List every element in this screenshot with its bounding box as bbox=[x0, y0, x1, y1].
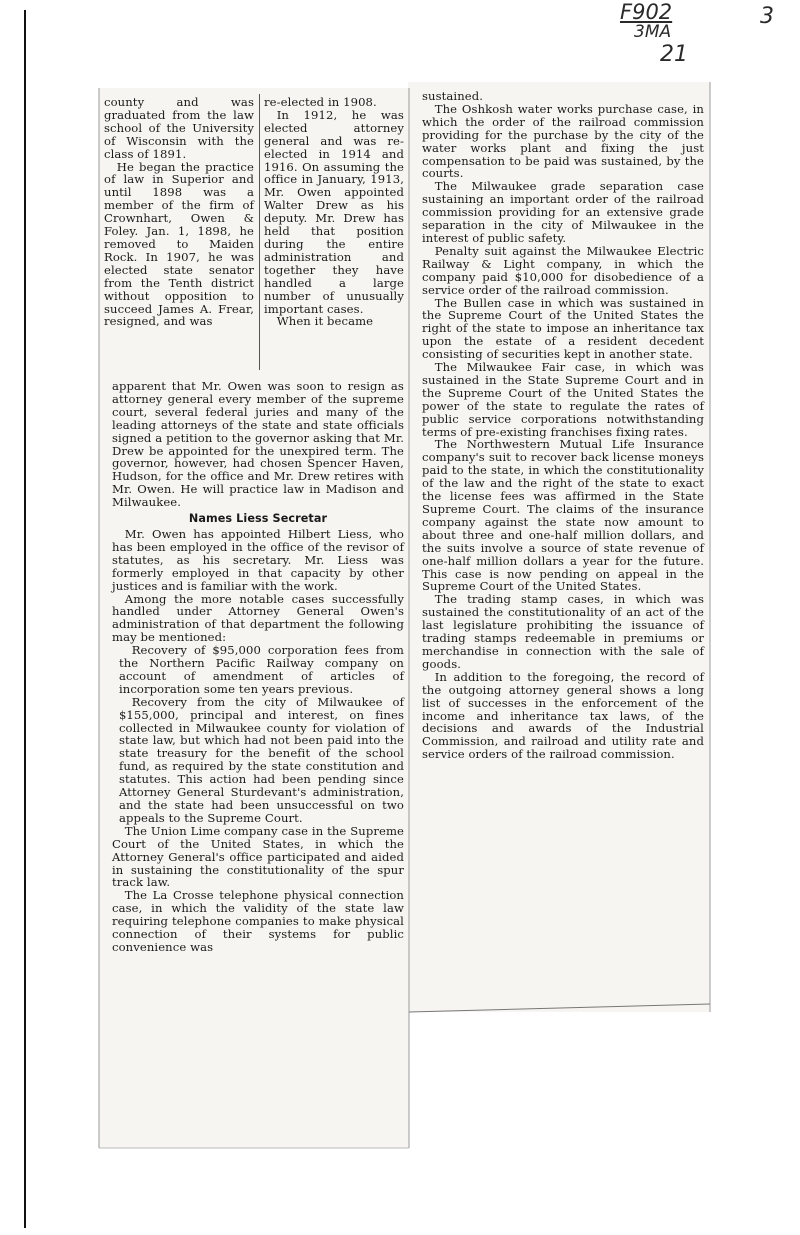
paragraph: The Northwestern Mutual Life Insurance company's suit to recover back license moneys paid to the state, in which the constitutionality of the law and the right of the state to exact the license fees was affirmed in the State Supreme Court. The claims of the insurance company against the state now amount to about three and one-half million dollars, and the suits involve a source of state revenue of one-half million dollars a year for the future. This case is now pending on appeal in the Supreme Court of the United States. bbox=[422, 437, 704, 594]
paragraph: Mr. Owen has appointed Hilbert Liess, who has been employed in the office of the revisor of statutes, as his secretary. Mr. Liess was formerly employed in that capacity by other justices and is familiar with the work. bbox=[112, 526, 404, 593]
paragraph: The Bullen case in which was sustained in the Supreme Court of the United States the right of the state to impose an inheritance tax upon the estate of a resident decedent consisting of securities kept in another state. bbox=[422, 295, 704, 362]
archive-code-f902: F902 bbox=[620, 0, 673, 24]
paragraph: The Oshkosh water works purchase case, in which the order of the railroad commission providing for the purchase by the city of the water works plant and fixing the just compensation to be paid was sustained, by the courts. bbox=[422, 101, 704, 181]
paragraph: Penalty suit against the Milwaukee Electric Railway & Light company, in which the company paid $10,000 for disobedience of a service order of the railroad commission. bbox=[422, 243, 704, 297]
paragraph: Recovery of $95,000 corporation fees from the Northern Pacific Railway company on account of amendment of articles of incorporation some ten years previous. bbox=[118, 643, 404, 696]
paragraph: apparent that Mr. Owen was soon to resign as attorney general every member of the supreme court, several federal juries and many of the leading attorneys of the state and state officials signed a petition to the governor asking that Mr. Drew be appointed for the unexpired term. The governor, however, had chosen Spencer Haven, Hudson, for the office and Mr. Drew retires with Mr. Owen. He will practice law in Madison and Milwaukee. bbox=[112, 379, 404, 510]
paragraph: In 1912, he was elected attorney general and was re-elected in 1914 and 1916. On assuming the office in January, 1913, Mr. Owen appointed Walter Drew as his deputy. Mr. Drew has held that position during the entire administration and together they have handled a large number of unusually important cases. bbox=[264, 107, 404, 316]
paragraph: He began the practice of law in Superior and until 1898 was a member of the firm of Crownhart, Owen & Foley. Jan. 1, 1898, he removed to Maiden Rock. In 1907, he was elected state senator from the Tenth district without opposition to succeed James A. Frear, resigned, and was bbox=[104, 159, 254, 329]
paragraph: county and was graduated from the law school of the University of Wisconsin with the class of 1891. bbox=[104, 95, 254, 161]
column-left-narrow-b bbox=[264, 96, 404, 328]
archive-code-3ma: 3MA bbox=[634, 22, 672, 42]
column-left-narrow-a bbox=[104, 96, 254, 328]
paragraph: When it became bbox=[276, 314, 374, 329]
archive-code-21: 21 bbox=[660, 42, 688, 67]
column-left-main bbox=[112, 380, 404, 954]
column-divider bbox=[259, 94, 260, 370]
page-number-mark: 3 bbox=[760, 4, 774, 29]
paragraph: The Milwaukee grade separation case sustaining an important order of the railroad commission providing for an extensive grade separation in the city of Milwaukee in the interest of public safety. bbox=[422, 179, 704, 245]
paragraph: The Union Lime company case in the Supreme Court of the United States, in which the Attorney General's office participated and aided in sustaining the constitutionality of the spur track law. bbox=[112, 823, 404, 890]
paragraph: Recovery from the city of Milwaukee of $155,000, principal and interest, on fines collected in Milwaukee county for violation of state law, but which had not been paid into the state treasury for the benefit of the school fund, as required by the state constitution and statutes. This action had been pending since Attorney General Sturdevant's administration, and the state had been unsuccessful on two appeals to the Supreme Court. bbox=[118, 694, 404, 825]
subheading: Names Liess Secretar bbox=[188, 512, 328, 526]
paragraph: In addition to the foregoing, the record of the outgoing attorney general shows a long list of successes in the enforcement of the income and inheritance tax laws, of the decisions and awards of the Industrial Commission, and railroad and utility rate and service orders of the railroad commission. bbox=[422, 669, 704, 762]
paragraph: sustained. bbox=[422, 89, 484, 103]
paragraph: The La Crosse telephone physical connection case, in which the validity of the state law requiring telephone companies to make physical connection of their systems for public convenience was bbox=[112, 888, 404, 954]
paragraph: Among the more notable cases successfully handled under Attorney General Owen's administration of that department the following may be mentioned: bbox=[112, 591, 404, 645]
paragraph: The trading stamp cases, in which was sustained the constitutionality of an act of the last legislature prohibiting the issuance of trading stamps redeemable in premiums or merchandise in connection with the sale of goods. bbox=[422, 592, 704, 671]
paragraph: The Milwaukee Fair case, in which was sustained in the State Supreme Court and in the Supreme Court of the United States the power of the state to regulate the rates of public service corporations notwithstanding terms of pre-existing franchises fixing rates. bbox=[422, 360, 704, 439]
column-right bbox=[422, 90, 704, 761]
paragraph: re-elected in 1908. bbox=[264, 95, 377, 109]
